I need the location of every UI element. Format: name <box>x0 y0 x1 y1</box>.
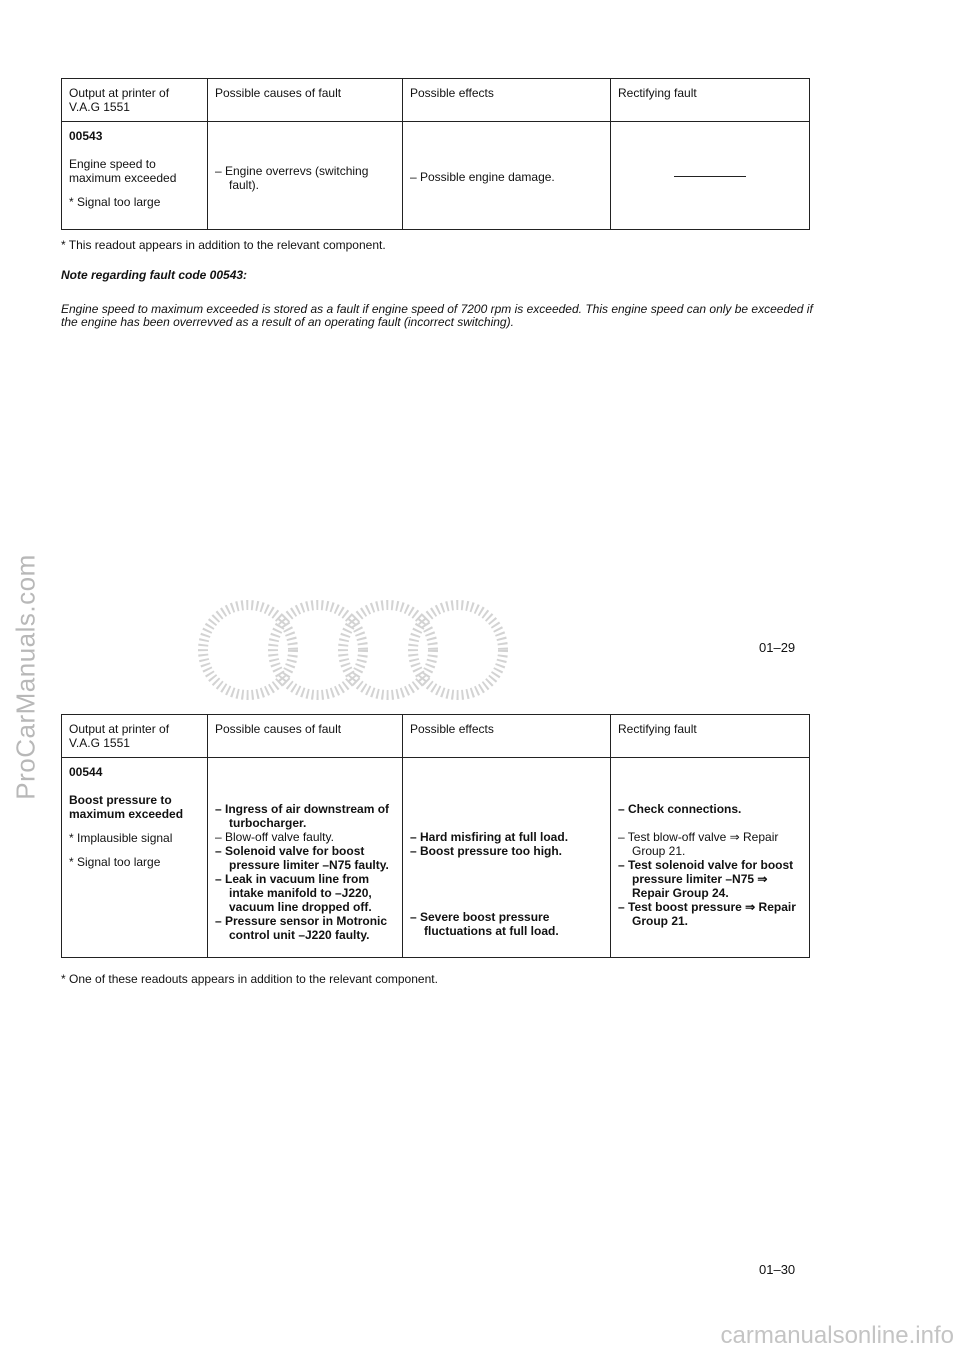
fault-code: 00544 <box>69 765 103 779</box>
fix-item: – Check connections. <box>618 802 742 816</box>
header-causes: Possible causes of fault <box>208 715 403 758</box>
cause-item: – Leak in vacuum line from intake manifold to –J220, vacuum line dropped off. <box>215 872 372 914</box>
output-cell <box>62 758 208 958</box>
footnote-2: * One of these readouts appears in addition to the relevant component. <box>61 972 438 986</box>
table-row <box>62 758 810 958</box>
output-cell <box>62 122 208 230</box>
effect-item: – Hard misfiring at full load. <box>410 830 569 844</box>
fix-item: – Test blow-off valve ⇒ Repair Group 21. <box>618 830 779 858</box>
header-causes: Possible causes of fault <box>208 79 403 122</box>
rings-logo-watermark <box>180 595 510 705</box>
rectifying-cell <box>611 758 810 958</box>
effects-cell <box>403 122 611 230</box>
header-effects: Possible effects <box>403 79 611 122</box>
footer-watermark: carmanualsonline.info <box>720 1322 954 1349</box>
cause-item: – Ingress of air downstream of turbocharger. <box>215 802 390 830</box>
header-output: Output at printer of V.A.G 1551 <box>62 79 208 122</box>
cause-item: – Pressure sensor in Motronic control unit –J220 faulty. <box>215 914 388 942</box>
output-note: * Signal too large <box>69 195 161 209</box>
causes-cell <box>208 122 403 230</box>
table-header-row <box>62 79 810 122</box>
page-number-2: 01–30 <box>759 1262 796 1277</box>
cause-item: – Engine overrevs (switching fault). <box>215 164 369 192</box>
output-note-implausible: * Implausible signal <box>69 831 173 845</box>
side-watermark-text: ProCarManuals.com <box>10 554 41 800</box>
effects-cell <box>403 758 611 958</box>
output-note-too-large: * Signal too large <box>69 855 161 869</box>
effect-item: – Severe boost pressure fluctuations at full load. <box>410 910 559 938</box>
effect-item: – Boost pressure too high. <box>410 844 563 858</box>
fault-table-00543 <box>61 78 810 230</box>
cause-item: – Blow-off valve faulty. <box>215 830 334 844</box>
table-row <box>62 122 810 230</box>
fix-item: – Test solenoid valve for boost pressure limiter –N75 ⇒ Repair Group 24. <box>618 858 794 900</box>
fault-table-00544 <box>61 714 810 958</box>
fault-code: 00543 <box>69 129 103 143</box>
output-label: Boost pressure to maximum exceeded <box>69 793 184 821</box>
effect-item: – Possible engine damage. <box>410 170 555 184</box>
side-watermark <box>6 0 46 1354</box>
fix-item: – Test boost pressure ⇒ Repair Group 21. <box>618 900 796 928</box>
causes-cell <box>208 758 403 958</box>
table-header-row <box>62 715 810 758</box>
note-title: Note regarding fault code 00543: <box>61 268 248 282</box>
header-output: Output at printer of V.A.G 1551 <box>62 715 208 758</box>
header-rectifying: Rectifying fault <box>611 715 810 758</box>
empty-rule <box>674 176 746 177</box>
output-label: Engine speed to maximum exceeded <box>69 157 177 185</box>
page-number-1: 01–29 <box>759 640 796 655</box>
header-effects: Possible effects <box>403 715 611 758</box>
cause-item: – Solenoid valve for boost pressure limiter –N75 faulty. <box>215 844 389 872</box>
note-body: Engine speed to maximum exceeded is stored as a fault if engine speed of 7200 rpm is exceeded. This engine speed can only be exceeded if the engine has been overrevved as a result of an operating fault (incorrect switching). <box>61 302 813 329</box>
footnote-1: * This readout appears in addition to the relevant component. <box>61 238 386 252</box>
header-rectifying: Rectifying fault <box>611 79 810 122</box>
rectifying-cell <box>611 122 810 230</box>
